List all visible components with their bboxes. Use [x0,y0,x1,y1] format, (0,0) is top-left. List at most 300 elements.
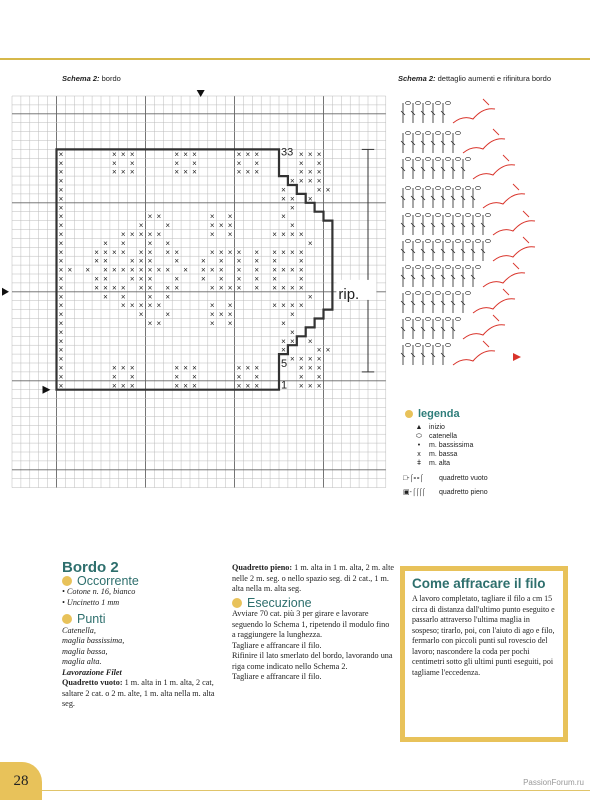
filled-square: × [218,274,224,284]
filled-square: × [290,247,295,257]
filled-square: × [147,283,153,293]
filled-square: × [58,345,64,355]
chain-mark [456,317,461,320]
filled-square: × [227,301,233,311]
filled-square: × [307,336,313,346]
filled-square: × [85,265,90,275]
chain-mark [416,291,421,294]
chart-caption-right: Schema 2: dettaglio aumenti e rifinitura bordo [398,74,552,83]
filled-square: × [120,301,126,311]
filled-square: × [129,363,135,373]
filled-square: × [129,158,135,168]
filled-square: × [174,381,179,391]
filled-square: × [307,363,313,373]
filled-square: × [58,310,64,320]
filled-square: × [298,229,304,239]
filled-square: × [298,274,304,284]
filled-square: × [290,310,295,320]
sidebar-box-title: Come affracare il filo [412,576,546,591]
legend-square: ▣ - ⌠⌠⌠⌠ quadretto pieno [403,488,488,496]
filled-square: × [112,167,117,177]
filled-square: × [147,247,153,257]
end-arrow-icon [513,353,521,361]
filled-square: × [272,301,277,311]
filled-square: × [281,301,286,311]
chain-mark [466,265,471,268]
chain-mark [466,291,471,294]
filled-square: × [103,283,108,293]
filled-square: × [227,221,233,231]
footer-rule [42,790,590,791]
filled-square: × [316,176,322,186]
filled-square: × [156,229,162,239]
filled-square: × [245,149,251,159]
filled-square: × [183,363,188,373]
filled-square: × [112,158,117,168]
punti-item: Catenella, [62,625,96,635]
filled-square: × [120,229,126,239]
chain-mark [436,131,441,134]
filled-square: × [290,354,295,364]
filled-square: × [138,229,144,239]
filled-square: × [120,292,126,302]
filled-square: × [236,381,242,391]
finishing-arc [493,247,535,261]
occorrente-item: • Cotone n. 16, bianco [62,587,136,596]
finishing-mark [493,315,499,321]
section-occorrente: Occorrente [62,576,222,587]
chain-mark [406,343,411,346]
filled-square: × [307,354,313,364]
filled-square: × [281,336,286,346]
finishing-arc [453,109,495,123]
filled-square: × [58,327,64,337]
filled-square: × [227,212,233,222]
filled-square: × [227,310,233,320]
filled-square: × [103,265,108,275]
legend-square-symbol-icon: □ - ⌠∘∘⌠ [403,475,423,482]
punti-item: maglia alta. [62,657,102,666]
filled-square: × [272,247,277,257]
filled-square: × [165,238,171,248]
filled-square: × [254,256,260,266]
filled-square: × [183,265,188,275]
filled-square: × [236,158,242,168]
filled-square: × [298,149,304,159]
filled-square: × [281,194,286,204]
finishing-mark [513,263,519,269]
filled-square: × [58,167,64,177]
filled-square: × [209,318,215,328]
filled-square: × [307,176,313,186]
filled-square: × [58,274,64,284]
filled-square: × [94,256,99,266]
filled-square: × [58,194,64,204]
sidebar-box-text: A lavoro completato, tagliare il filo a cm 15 circa di distanza dall'ultimo punto eseguito e passarlo attraverso l'ultima maglia in sospeso; tirarlo, poi, con l'aiuto di ago e filo, fermarlo con piccoli punti sul rovescio del lavoro; nascondere la coda per pochi centimetri sotto gli ultimi punti eseguiti, poi tagliame l'eccedenza. [412,594,555,677]
filled-square: × [58,158,64,168]
filled-square: × [298,247,304,257]
filled-square: × [325,185,331,195]
chain-mark [436,101,441,104]
quadretto-vuoto: Quadretto vuoto: 1 m. alta in 1 m. alta, 2 cat, saltare 2 cat. o 2 m. alte, 1 m. alta nella m. alta seg. [62,678,215,708]
filled-square: × [290,265,295,275]
finishing-arc [483,273,525,287]
filled-square: × [236,283,242,293]
finishing-arc [453,351,495,365]
chain-mark [416,265,421,268]
filled-square: × [174,247,179,257]
filled-square: × [129,229,135,239]
filled-square: × [147,212,153,222]
filled-square: × [254,381,260,391]
filled-square: × [58,354,64,364]
filled-square: × [236,372,242,382]
filled-square: × [174,283,179,293]
chain-mark [436,186,441,189]
filled-square: × [183,149,188,159]
filled-square: × [236,265,242,275]
finishing-arc [483,194,525,208]
filled-square: × [165,247,171,257]
filled-square: × [272,256,277,266]
filled-square: × [67,265,73,275]
legend-symbol-icon: ⬭ [416,432,422,440]
filled-square: × [201,256,206,266]
filled-square: × [112,372,117,382]
filled-square: × [227,283,233,293]
filled-square: × [218,265,224,275]
legend-item: ⬭ catenella [409,432,488,441]
bullet-icon [405,410,413,418]
filled-square: × [209,247,215,257]
filled-square: × [112,363,117,373]
filled-square: × [290,336,295,346]
filled-square: × [147,301,153,311]
filled-square: × [112,283,117,293]
filled-square: × [290,221,295,231]
filled-square: × [218,310,224,320]
chain-mark [476,213,481,216]
filled-square: × [236,363,242,373]
filled-square: × [272,229,277,239]
filled-square: × [192,167,197,177]
filled-square: × [120,247,126,257]
chain-mark [426,291,431,294]
filled-square: × [58,372,64,382]
filled-square: × [307,149,313,159]
finishing-arc [473,165,515,179]
filled-square: × [254,274,260,284]
filled-square: × [147,229,153,239]
filled-square: × [94,283,99,293]
detail-chart [395,95,590,375]
filled-square: × [298,363,304,373]
filled-square: × [218,283,224,293]
filled-square: × [103,238,108,248]
filled-square: × [272,265,277,275]
chain-mark [406,239,411,242]
filled-square: × [298,354,304,364]
legend-square-symbol-icon: ▣ - ⌠⌠⌠⌠ [403,489,425,496]
filled-square: × [129,372,135,382]
filled-square: × [316,372,322,382]
filled-square: × [147,318,153,328]
chain-mark [486,213,491,216]
chain-mark [426,186,431,189]
chain-mark [416,317,421,320]
chain-mark [416,157,421,160]
finishing-mark [523,237,529,243]
article-title: Bordo 2 [62,559,119,576]
filled-square: × [129,167,135,177]
chain-mark [456,265,461,268]
filled-square: × [147,265,153,275]
chain-mark [416,239,421,242]
filled-square: × [138,274,144,284]
filled-square: × [138,247,144,257]
filled-square: × [236,149,242,159]
finishing-mark [483,99,489,105]
chain-mark [476,239,481,242]
chain-mark [426,157,431,160]
filled-square: × [165,292,171,302]
filled-square: × [165,265,171,275]
filled-square: × [183,381,188,391]
filled-square: × [209,229,215,239]
filled-square: × [209,212,215,222]
chain-mark [436,343,441,346]
chain-mark [456,131,461,134]
row-label: 5 [281,358,288,370]
filled-square: × [183,167,188,177]
filled-square: × [138,310,144,320]
chain-mark [456,291,461,294]
filled-square: × [316,354,322,364]
filled-square: × [94,247,99,257]
row-label: 1 [281,379,288,392]
occorrente-item: • Uncinetto 1 mm [62,597,120,607]
chain-mark [406,291,411,294]
filled-square: × [316,149,322,159]
finishing-mark [523,211,529,217]
punti-item: maglia bassissima, [62,636,125,645]
filled-square: × [209,301,215,311]
filled-square: × [129,149,135,159]
filled-square: × [325,345,331,355]
filled-square: × [147,274,153,284]
filled-square: × [298,167,304,177]
filled-square: × [103,292,108,302]
chain-mark [446,186,451,189]
filled-square: × [254,158,260,168]
filled-square: × [201,265,206,275]
repeat-label: rip. [338,285,360,303]
filled-square: × [58,212,64,222]
chain-mark [406,265,411,268]
filled-square: × [129,301,135,311]
filled-square: × [58,265,64,275]
filled-square: × [129,265,135,275]
esecuzione-text: Tagliare e affrancare il filo. [232,640,322,650]
chain-mark [446,265,451,268]
filled-square: × [307,194,313,204]
legend-item: ǂ m. alta [409,459,488,468]
chain-mark [466,239,471,242]
chain-mark [466,213,471,216]
sidebar-box [400,566,568,742]
chain-mark [426,213,431,216]
filled-square: × [147,238,153,248]
filled-square: × [209,283,215,293]
filled-square: × [281,345,286,355]
filled-square: × [192,158,197,168]
chain-mark [426,343,431,346]
chain-mark [436,265,441,268]
filled-square: × [290,194,295,204]
filled-square: × [58,247,64,257]
esecuzione-text: Avviare 70 cat. più 3 per girare e lavorare seguendo lo Schema 1, ripetendo il modulo fino a raggiungere la lunghezza. [232,609,390,639]
filled-square: × [120,265,126,275]
filled-square: × [209,221,215,231]
chain-mark [416,343,421,346]
chain-mark [456,213,461,216]
finishing-mark [503,289,509,295]
filled-square: × [290,283,295,293]
filled-square: × [201,274,206,284]
filled-square: × [281,318,286,328]
chain-mark [406,317,411,320]
bullet-icon [62,614,72,624]
chain-mark [446,157,451,160]
filled-square: × [129,381,135,391]
filled-square: × [156,265,162,275]
filled-square: × [165,310,171,320]
filled-square: × [316,363,322,373]
filled-square: × [192,372,197,382]
filled-square: × [138,256,144,266]
filled-square: × [156,301,162,311]
filled-square: × [272,274,277,284]
chain-mark [426,101,431,104]
filled-square: × [138,265,144,275]
filled-square: × [58,256,64,266]
filled-square: × [254,149,260,159]
filled-square: × [281,247,286,257]
filled-square: × [290,327,295,337]
filled-square: × [138,283,144,293]
filled-square: × [174,372,179,382]
chain-mark [446,317,451,320]
chain-mark [426,239,431,242]
chain-mark [406,101,411,104]
inizio-arrow-icon [43,386,51,394]
legend [405,408,488,499]
bullet-icon [232,598,242,608]
filled-square: × [298,381,304,391]
finishing-mark [503,155,509,161]
filled-square: × [236,167,242,177]
filled-square: × [254,265,260,275]
legend-title: legenda [405,408,488,420]
chain-mark [416,186,421,189]
finishing-arc [463,139,505,153]
chain-mark [456,186,461,189]
filled-square: × [112,247,117,257]
filled-square: × [254,283,260,293]
section-punti: Punti [62,614,222,625]
filled-square: × [272,283,277,293]
filled-square: × [298,301,304,311]
filled-square: × [165,283,171,293]
row-label: 33 [281,146,294,159]
chain-mark [436,239,441,242]
chain-mark [446,239,451,242]
finishing-mark [493,129,499,135]
filled-square: × [290,203,295,213]
filled-square: × [281,212,286,222]
filled-square: × [112,149,117,159]
chain-mark [416,213,421,216]
legend-item: x m. bassa [409,450,488,459]
esecuzione-text: Tagliare e affrancare il filo. [232,672,322,681]
filled-square: × [227,318,233,328]
legend-square: □ - ⌠∘∘⌠ quadretto vuoto [403,474,488,482]
filled-square: × [192,149,197,159]
chain-mark [466,157,471,160]
filled-square: × [103,256,108,266]
filled-square: × [174,149,179,159]
lavorazione-label: Lavorazione Filet [62,667,122,677]
filled-square: × [103,274,108,284]
chain-mark [406,186,411,189]
filled-square: × [58,203,64,213]
repeat-arrow-icon [2,288,9,296]
filled-square: × [290,176,295,186]
chain-mark [446,131,451,134]
filled-square: × [245,363,251,373]
filled-square: × [165,221,171,231]
filled-square: × [316,167,322,177]
filled-square: × [298,176,304,186]
esecuzione-text: Rifinire il lato smerlato del bordo, lavorando una riga come indicato nello Schema 2. [232,651,393,671]
chain-mark [416,131,421,134]
chain-mark [426,131,431,134]
filled-square: × [58,318,64,328]
filled-square: × [307,292,313,302]
page-number: 28 [0,762,42,800]
filled-square: × [58,336,64,346]
filled-square: × [298,372,304,382]
finishing-mark [513,184,519,190]
filled-square: × [236,247,242,257]
filled-square: × [227,229,233,239]
chain-mark [476,186,481,189]
chain-mark [446,291,451,294]
chain-mark [426,265,431,268]
legend-item: • m. bassissima [409,441,488,450]
filled-square: × [218,247,224,257]
chain-mark [436,157,441,160]
filled-square: × [94,274,99,284]
section-esecuzione: Esecuzione [232,598,394,609]
chain-mark [476,265,481,268]
chart-caption-left: Schema 2: bordo [62,74,121,83]
finishing-mark [483,341,489,347]
filled-square: × [316,381,322,391]
filled-square: × [307,167,313,177]
legend-symbol-icon: ǂ [416,460,422,467]
filled-square: × [58,283,64,293]
